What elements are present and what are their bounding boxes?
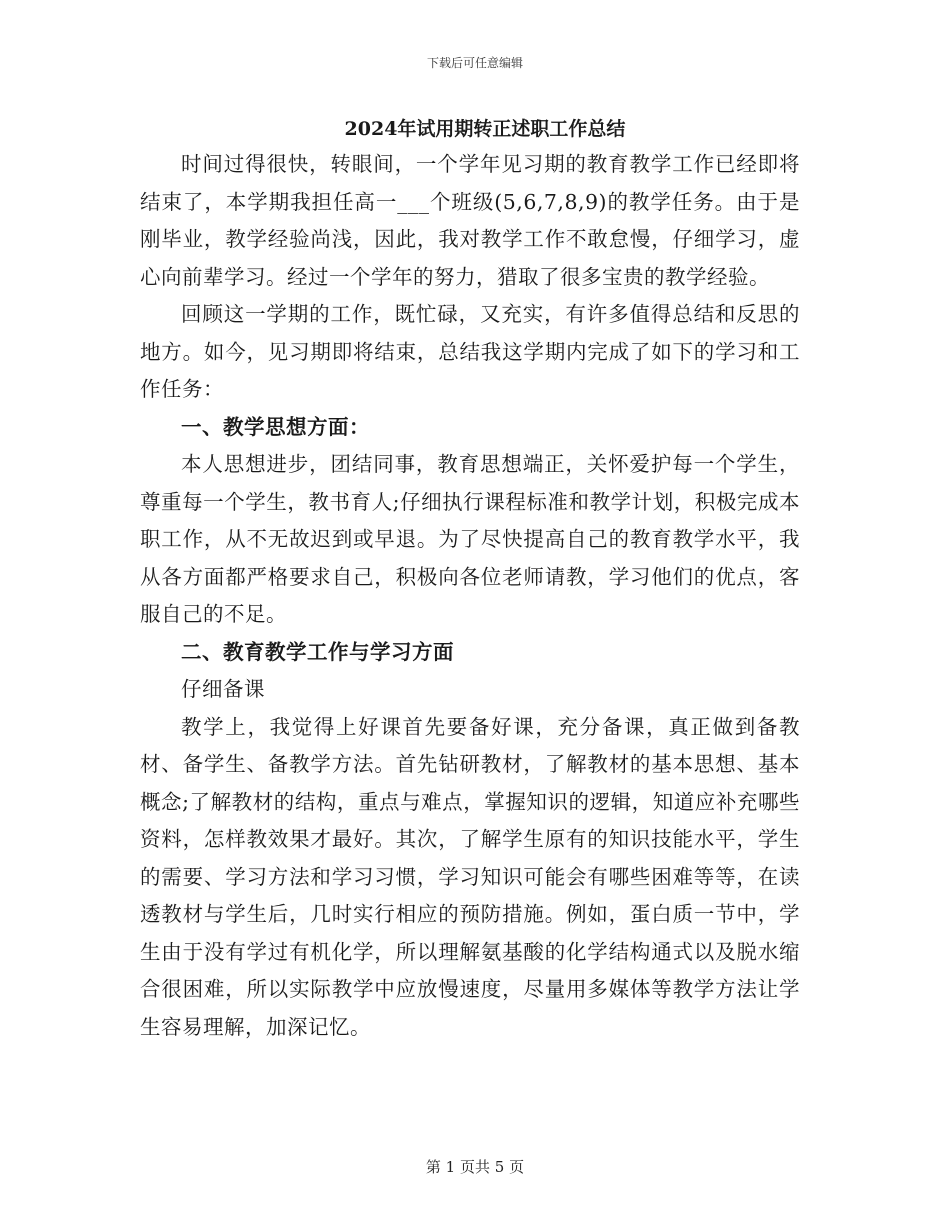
document-title: 2024年试用期转正述职工作总结 <box>344 118 626 140</box>
page-number-footer: 第 1 页共 5 页 <box>425 1158 525 1176</box>
paragraph-lesson-prep: 教学上，我觉得上好课首先要备好课，充分备课，真正做到备教材、备学生、备教学方法。首先钻研教材，了解教材的基本思想、基本概念;了解教材的结构，重点与难点，掌握知识的逻辑，知道应补充哪些资料，怎样教效果才最好。其次，了解学生原有的知识技能水平，学生的需要、学习方法和学习习惯，学习知识可能会有哪些困难等等，在读透教材与学生后，几时实行相应的预防措施。例如，蛋白质一节中，学生由于没有学过有机化学，所以理解氨基酸的化学结构通式以及脱水缩合很困难，所以实际教学中应放慢速度，尽量用多媒体等教学方法让学生容易理解，加深记忆。 <box>140 714 800 1039</box>
header-note: 下载后可任意编辑 <box>426 56 523 70</box>
paragraph-review: 回顾这一学期的工作，既忙碌，又充实，有许多值得总结和反思的地方。如今，见习期即将结束，总结我这学期内完成了如下的学习和工作任务： <box>140 302 800 401</box>
subheading-lesson-prep: 仔细备课 <box>181 677 265 701</box>
paragraph-teaching-thought: 本人思想进步，团结同事，教育思想端正，关怀爱护每一个学生，尊重每一个学生，教书育人;仔细执行课程标准和教学计划，积极完成本职工作，从不无故迟到或早退。为了尽快提高自己的教育教学水平，我从各方面都严格要求自己，积极向各位老师请教，学习他们的优点，客服自己的不足。 <box>140 452 800 626</box>
paragraph-intro: 时间过得很快，转眼间，一个学年见习期的教育教学工作已经即将结束了，本学期我担任高一___个班级(5,6,7,8,9)的教学任务。由于是刚毕业，教学经验尚浅，因此，我对教学工作不敢怠慢，仔细学习，虚心向前辈学习。经过一个学年的努力，猎取了很多宝贵的教学经验。 <box>140 152 800 289</box>
section-heading-teaching-thought: 一、教学思想方面： <box>181 414 370 439</box>
document-body <box>140 112 800 1046</box>
section-heading-teaching-work: 二、教育教学工作与学习方面 <box>181 639 454 664</box>
